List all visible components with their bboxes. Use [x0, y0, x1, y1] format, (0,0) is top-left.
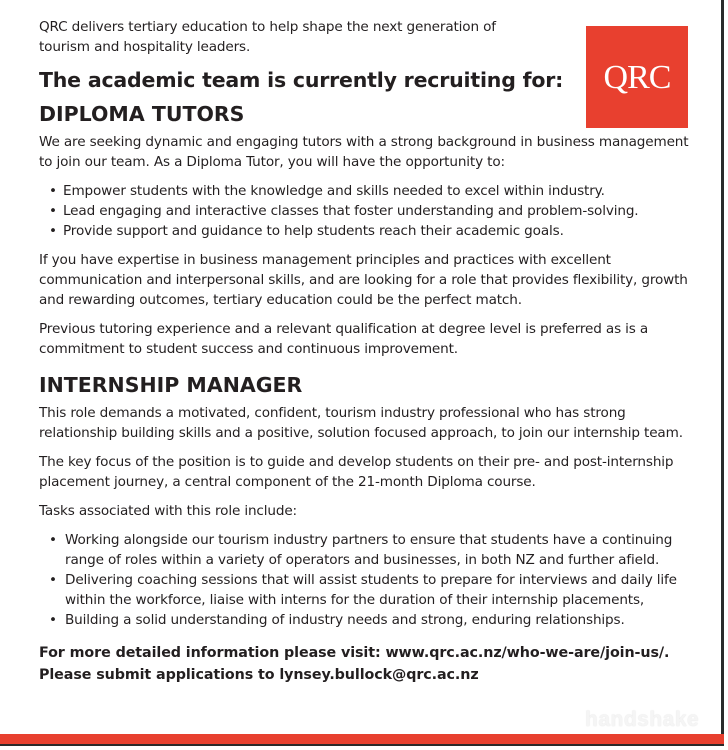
info-link-line[interactable]: For more detailed information please visit: www.qrc.ac.nz/who-we-are/join-us/.: [39, 645, 670, 661]
list-item: • Lead engaging and interactive classes that foster understanding and problem-solving.: [39, 201, 699, 221]
bottom-accent-bar: [0, 734, 724, 744]
watermark: handshake: [585, 708, 700, 731]
list-item: • Delivering coaching sessions that will assist students to prepare for interviews and daily life within the workforce, liaise with interns for the duration of their internship placements,: [39, 570, 699, 610]
internship-focus-paragraph: The key focus of the position is to guide and develop students on their pre- and post-internship placement journey, a central component of the 21-month Diploma course.: [39, 454, 674, 490]
contact-info: [39, 642, 699, 686]
apply-email-line[interactable]: Please submit applications to lynsey.bullock@qrc.ac.nz: [39, 667, 479, 683]
diploma-requirements-paragraph: Previous tutoring experience and a relevant qualification at degree level is preferred as is a commitment to student success and continuous improvement.: [39, 321, 649, 357]
list-item: • Provide support and guidance to help students reach their academic goals.: [39, 221, 699, 241]
internship-manager-title: INTERNSHIP MANAGER: [39, 373, 303, 397]
intro-text: QRC delivers tertiary education to help shape the next generation of tourism and hospitality leaders.: [39, 19, 496, 55]
svg-text:QRC: QRC: [603, 59, 671, 96]
diploma-tutors-title: DIPLOMA TUTORS: [39, 102, 245, 126]
diploma-bullet-list: [39, 181, 699, 241]
internship-tasks-intro: Tasks associated with this role include:: [39, 503, 297, 519]
recruiting-headline: The academic team is currently recruiting for:: [39, 68, 564, 92]
diploma-expertise-paragraph: If you have expertise in business management principles and practices with excellent communication and interpersonal skills, and are looking for a role that provides flexibility, growth and rewarding outcomes, tertiary education could be the perfect match.: [39, 252, 688, 308]
diploma-intro-paragraph: We are seeking dynamic and engaging tutors with a strong background in business management to join our team. As a Diploma Tutor, you will have the opportunity to:: [39, 134, 689, 170]
internship-role-paragraph: This role demands a motivated, confident, tourism industry professional who has strong relationship building skills and a positive, solution focused approach, to join our internship team.: [39, 405, 683, 441]
qrc-logo: [586, 26, 688, 128]
list-item: • Empower students with the knowledge and skills needed to excel within industry.: [39, 181, 699, 201]
list-item: • Working alongside our tourism industry partners to ensure that students have a continuing range of roles within a variety of operators and businesses, in both NZ and further afield.: [39, 530, 699, 570]
internship-task-list: [39, 530, 699, 630]
qrc-logo-mark: [586, 26, 688, 128]
list-item: • Building a solid understanding of industry needs and strong, enduring relationships.: [39, 610, 699, 630]
